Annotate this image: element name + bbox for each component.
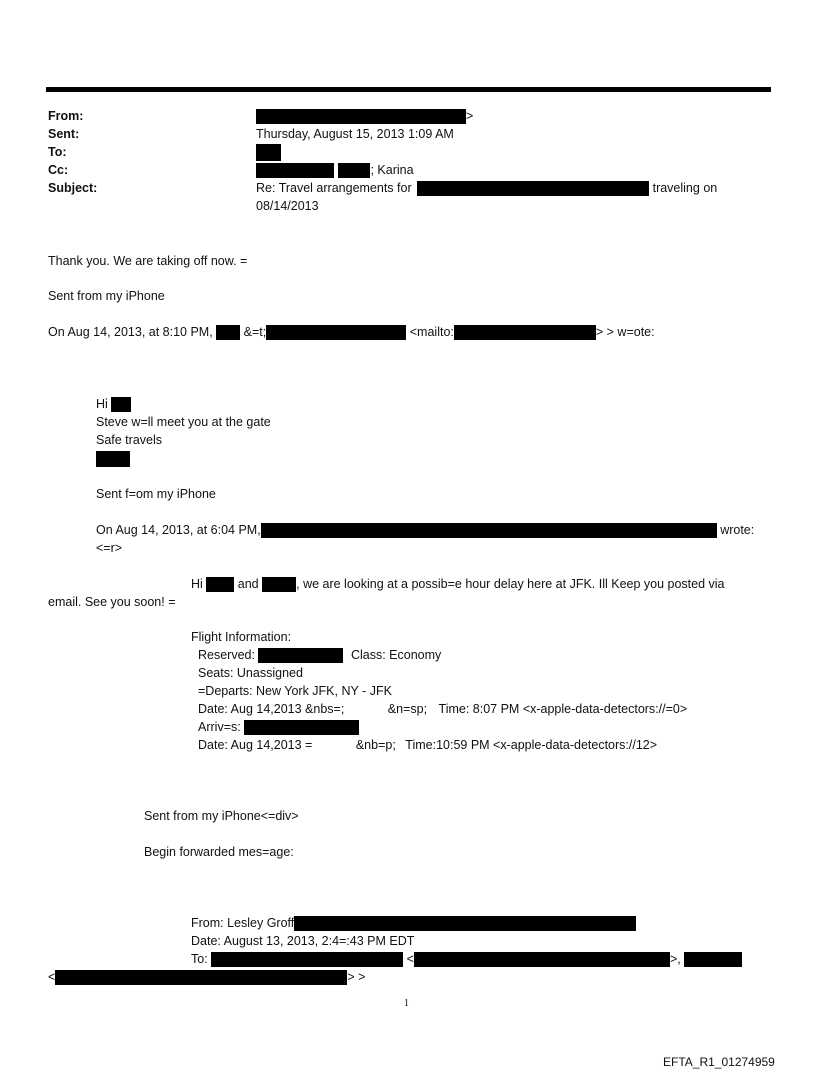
quote1-intro-a: On Aug 14, 2013, at 8:10 PM,: [48, 325, 213, 339]
redaction: [111, 397, 131, 412]
fwd-to-line2: [48, 969, 365, 985]
date1-b: &n=sp;: [387, 702, 428, 716]
date2-a: Date: Aug 14,2013 =: [198, 738, 313, 752]
fwd-to-label: To:: [191, 952, 208, 966]
fwd-gtcomma: >,: [669, 952, 681, 966]
redaction: [206, 577, 234, 592]
flight-arrives: [198, 719, 359, 735]
fwd-to: [191, 951, 742, 967]
subject-line2: 08/14/2013: [256, 199, 319, 213]
redaction: [684, 952, 742, 967]
header-rule: [46, 87, 771, 92]
redaction: [414, 952, 670, 967]
quote2-intro-a: On Aug 14, 2013, at 6:04 PM,: [96, 523, 261, 537]
sent-value: Thursday, August 15, 2013 1:09 AM: [256, 127, 454, 141]
class-label: Class: Economy: [350, 648, 442, 662]
flight-departs: =Departs: New York JFK, NY - JFK: [198, 684, 392, 698]
cc-suffix: ; Karina: [370, 163, 414, 177]
subject-label: Subject:: [48, 181, 98, 195]
date2-b: &nb=p;: [355, 738, 396, 752]
quote2-intro-c: <=r>: [96, 541, 123, 555]
redaction: [216, 325, 240, 340]
flight-seats: Seats: Unassigned: [198, 666, 303, 680]
to-value: [256, 144, 281, 161]
subject-suffix: traveling on: [652, 181, 718, 195]
q2-hi: Hi: [191, 577, 203, 591]
q2-text: , we are looking at a possib=e hour delay here at JFK. Ill Keep you posted via: [296, 577, 725, 591]
flight-date2: [198, 737, 657, 753]
redaction: [338, 163, 370, 178]
q1-line2: Steve w=ll meet you at the gate: [96, 415, 271, 429]
redaction: [55, 970, 347, 985]
sent-label: Sent:: [48, 127, 80, 141]
date1-c: Time: 8:07 PM <x-apple-data-detectors://=0>: [438, 702, 688, 716]
flight-reserved: [198, 647, 441, 663]
redaction: [256, 109, 466, 124]
redaction: [262, 577, 296, 592]
to-label: To:: [48, 145, 67, 159]
from-value: [256, 108, 473, 124]
redaction: [417, 181, 649, 196]
flight-title: Flight Information:: [191, 630, 292, 644]
date2-c: Time:10:59 PM <x-apple-data-detectors://12>: [405, 738, 658, 752]
sent-from-div: Sent from my iPhone<=div>: [144, 809, 299, 823]
from-label: From:: [48, 109, 84, 123]
quote2-intro-b: wrote:: [720, 523, 755, 537]
redaction: [256, 144, 281, 161]
fwd-lt: <: [406, 952, 414, 966]
redaction: [258, 648, 343, 663]
cc-label: Cc:: [48, 163, 69, 177]
redaction: [261, 523, 717, 538]
quote1-intro-d: > > w=ote:: [595, 325, 655, 339]
q1-name: [96, 450, 130, 467]
redaction: [244, 720, 359, 735]
cc-value: [256, 162, 414, 178]
quote1-intro-b: &=t;: [243, 325, 267, 339]
redaction: [96, 451, 130, 467]
fwd-date: Date: August 13, 2013, 2:4=:43 PM EDT: [191, 934, 415, 948]
q1-greeting: [96, 396, 131, 412]
fwd-from: [191, 915, 636, 931]
quote1-intro: [48, 324, 655, 340]
reserved-label: Reserved:: [198, 648, 255, 662]
fwd-lt2: <: [48, 970, 56, 984]
redaction: [454, 325, 596, 340]
q1-line3: Safe travels: [96, 433, 163, 447]
quote1-intro-c: <mailto:: [409, 325, 454, 339]
date1-a: Date: Aug 14,2013 &nbs=;: [198, 702, 345, 716]
fwd-gtgt: > >: [347, 970, 366, 984]
arrives-label: Arriv=s:: [198, 720, 241, 734]
page-number: 1: [404, 998, 409, 1009]
from-suffix: >: [466, 109, 474, 123]
reply-text: Thank you. We are taking off now. =: [48, 254, 248, 268]
q2-and: and: [237, 577, 259, 591]
redaction: [211, 952, 403, 967]
flight-date1: [198, 701, 687, 717]
q1-hi: Hi: [96, 397, 108, 411]
forwarded-label: Begin forwarded mes=age:: [144, 845, 294, 859]
document-id: EFTA_R1_01274959: [663, 1055, 775, 1069]
q2-line1: [191, 576, 725, 592]
redaction: [256, 163, 334, 178]
fwd-from-text: From: Lesley Groff: [191, 916, 295, 930]
redaction: [294, 916, 636, 931]
q2-line2: email. See you soon! =: [48, 595, 176, 609]
reply-signature: Sent from my iPhone: [48, 289, 165, 303]
q1-signature: Sent f=om my iPhone: [96, 487, 216, 501]
subject-value: [256, 180, 717, 196]
subject-prefix: Re: Travel arrangements for: [256, 181, 412, 195]
quote2-intro: [96, 522, 754, 538]
redaction: [266, 325, 406, 340]
